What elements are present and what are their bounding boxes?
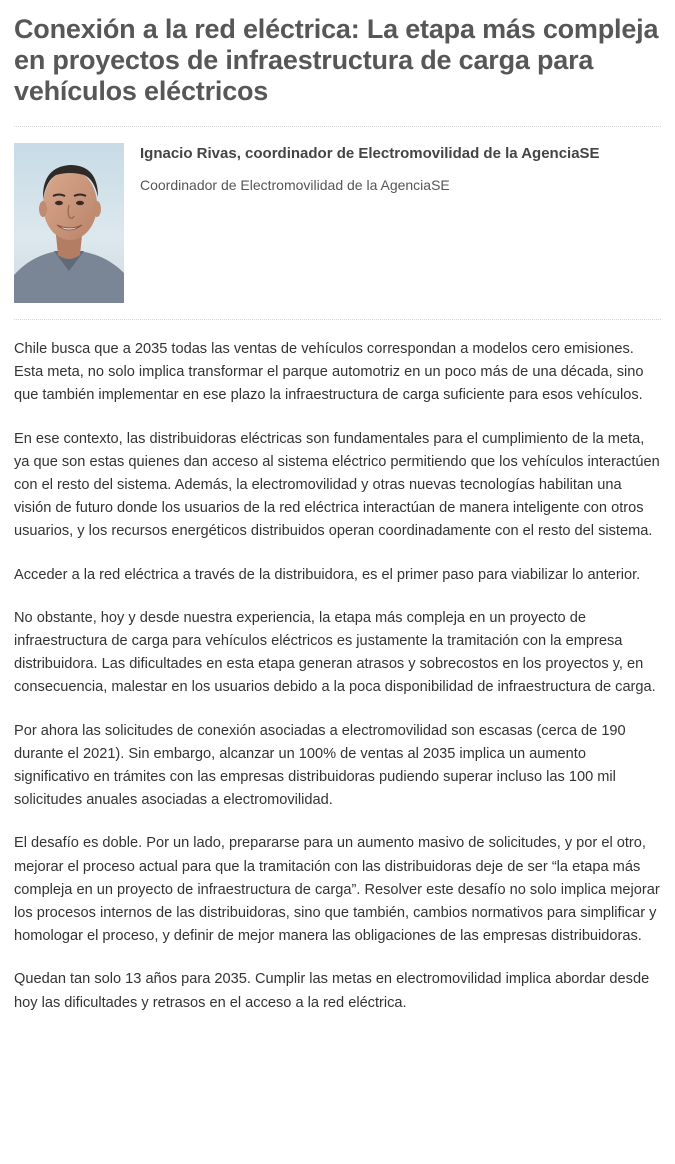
article-title: Conexión a la red eléctrica: La etapa más compleja en proyectos de infraestructura de carga para vehículos eléctricos <box>14 14 659 106</box>
author-photo <box>14 143 124 303</box>
paragraph-4: No obstante, hoy y desde nuestra experiencia, la etapa más compleja en un proyecto de infraestructura de carga para vehículos eléctricos es justamente la tramitación con la empresa distribuidora. Las dificultades en esta etapa generan atrasos y sobrecostos en los proyectos y, en consecuencia, malestar en los usuarios debido a la poca disponibilidad de infraestructura de carga. <box>14 609 656 696</box>
paragraph-3: Acceder a la red eléctrica a través de la distribuidora, es el primer paso para viabilizar lo anterior. <box>14 566 641 583</box>
author-role: Coordinador de Electromovilidad de la AgenciaSE <box>140 177 450 193</box>
paragraph-5: Por ahora las solicitudes de conexión asociadas a electromovilidad son escasas (cerca de 190 durante el 2021). Sin embargo, alcanzar un 100% de ventas al 2035 implica un aumento significativo en trámites con las empresas distribuidoras pudiendo superar incluso las 100 mil solicitudes anuales asociadas a electromovilidad. <box>14 722 626 809</box>
paragraph-1: Chile busca que a 2035 todas las ventas de vehículos correspondan a modelos cero emisiones. Esta meta, no solo implica transformar el parque automotriz en un poco más de una década, sino que también implementar en ese plazo la infraestructura de carga suficiente para esos vehículos. <box>14 341 644 404</box>
portrait-icon <box>14 143 124 303</box>
author-box <box>14 127 661 303</box>
article-body <box>14 320 661 1015</box>
paragraph-2: En ese contexto, las distribuidoras eléctricas son fundamentales para el cumplimiento de la meta, ya que son estas quienes dan acceso al sistema eléctrico permitiendo que los vehículos interactúen con el resto del sistema. Además, la electromovilidad y otras nuevas tecnologías habilitan una visión de futuro donde los usuarios de la red eléctrica interactúan de manera inteligente con otros usuarios, y los recursos energéticos distribuidos operan coordinadamente con el resto del sistema. <box>14 430 660 540</box>
paragraph-7: Quedan tan solo 13 años para 2035. Cumplir las metas en electromovilidad implica abordar desde hoy las dificultades y retrasos en el acceso a la red eléctrica. <box>14 971 650 1011</box>
author-name: Ignacio Rivas, coordinador de Electromovilidad de la AgenciaSE <box>140 145 600 162</box>
author-info <box>140 143 600 303</box>
paragraph-6: El desafío es doble. Por un lado, prepararse para un aumento masivo de solicitudes, y por el otro, mejorar el proceso actual para que la tramitación con las distribuidoras deje de ser “la etapa más compleja en un proyecto de infraestructura de carga”. Resolver este desafío no solo implica mejorar los procesos internos de las distribuidoras, sino que también, cambios normativos para simplificar y homologar el proceso, y definir de mejor manera las obligaciones de las empresas distribuidoras. <box>14 835 660 945</box>
